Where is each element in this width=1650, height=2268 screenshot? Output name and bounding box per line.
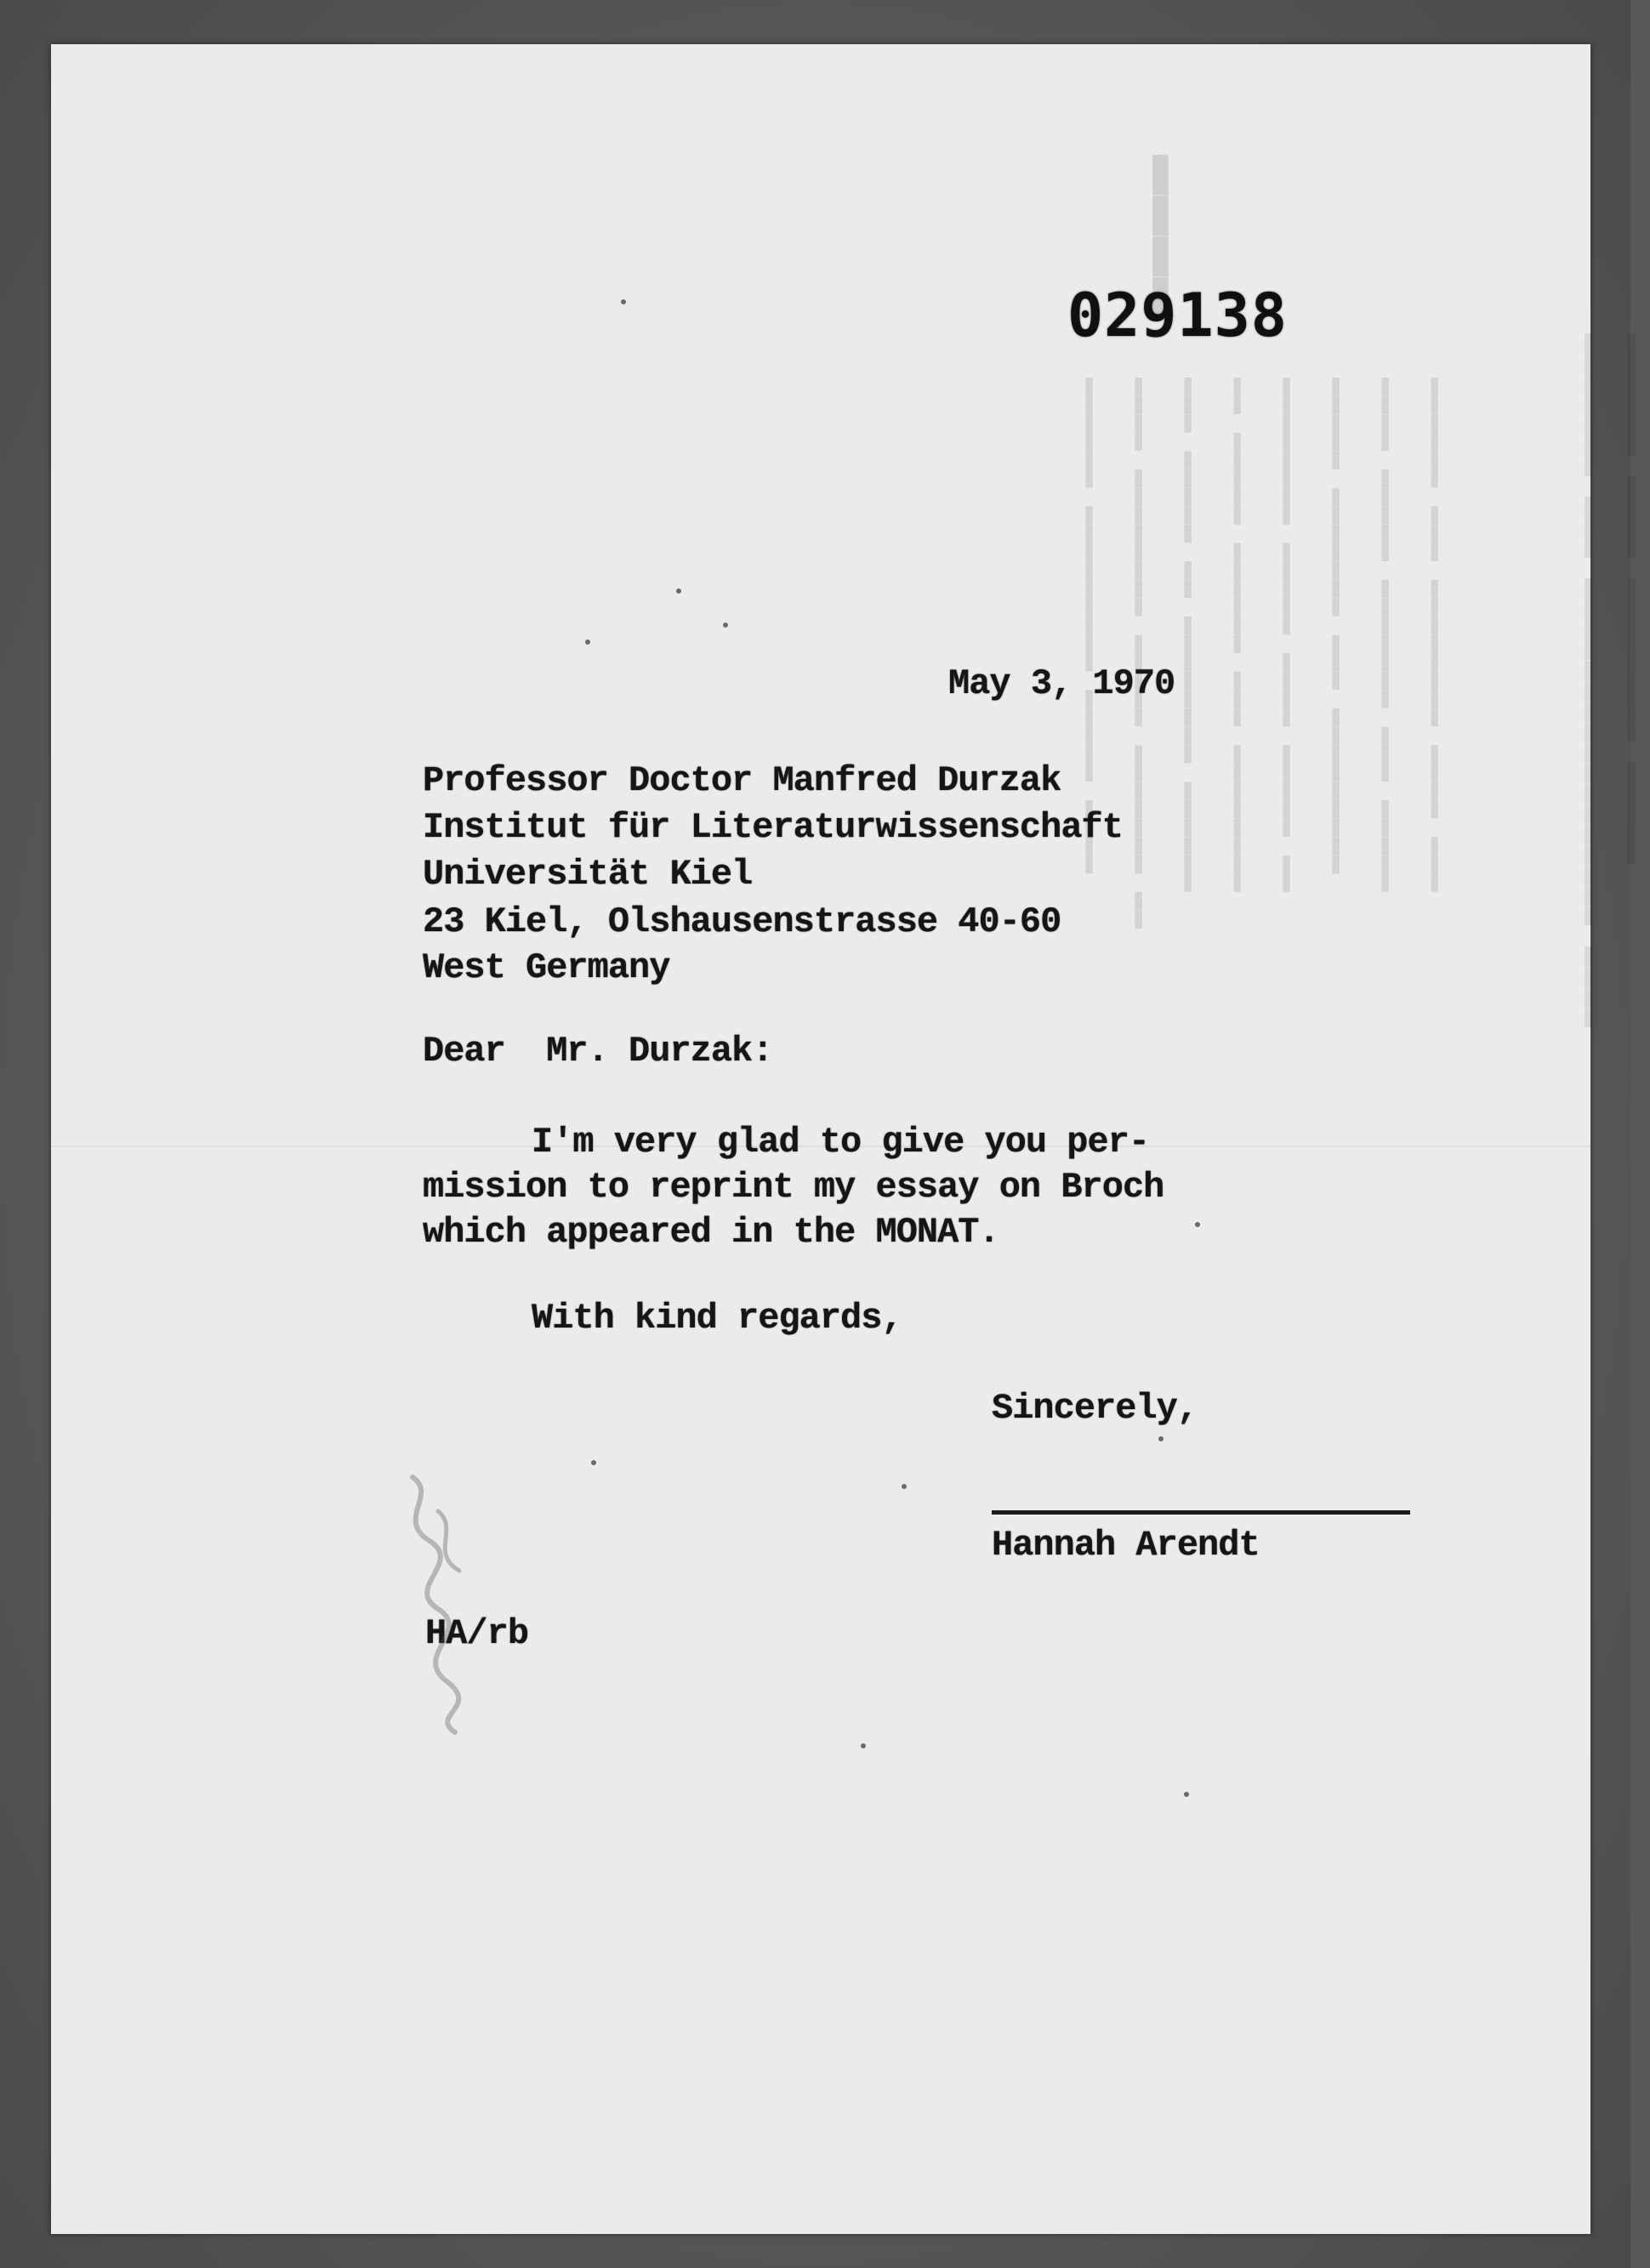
signoff: Sincerely, — [992, 1388, 1198, 1429]
signer-name: Hannah Arendt — [992, 1525, 1260, 1566]
recipient-street: 23 Kiel, Olshausenstrasse 40-60 — [423, 901, 1061, 942]
typist-initials: HA/rb — [425, 1613, 529, 1654]
body-line-2: mission to reprint my essay on Broch — [423, 1167, 1164, 1208]
reverse-letterhead-show-through: ▬▬▬▬▬▬▬ ▬▬▬ ▬▬▬▬▬▬▬▬▬▬▬▬▬▬▬▬▬ ▬▬▬▬ ▬▬▬▬▬▬ ▬▬▬▬ ▬▬▬▬▬▬▬▬ ▬▬▬▬▬ — [1567, 333, 1647, 1028]
recipient-name: Professor Doctor Manfred Durzak — [423, 760, 1061, 801]
document-number: 029138 — [1067, 281, 1288, 350]
salutation: Dear Mr. Durzak: — [423, 1031, 773, 1071]
reverse-number-show-through: ▬▬▬▬ — [1114, 154, 1192, 318]
body-line-3: which appeared in the MONAT. — [423, 1212, 999, 1253]
recipient-country: West Germany — [423, 947, 670, 988]
recipient-university: Universität Kiel — [423, 854, 753, 895]
signature-line — [992, 1510, 1410, 1515]
reverse-side-show-through: ▬▬▬▬▬▬ ▬▬▬▬▬▬▬▬▬ ▬▬▬▬▬ ▬▬▬▬ ▬▬▬▬ ▬▬▬▬▬▬▬▬ ▬▬▬▬▬ ▬▬▬▬▬▬▬ ▬▬ ▬▬▬ ▬▬▬▬▬ ▬▬ ▬▬▬▬▬▬▬▬ ▬▬▬▬▬▬ ▬▬ ▬▬▬▬▬ ▬▬▬▬▬▬ ▬▬▬ ▬▬▬▬▬▬▬▬ ▬▬▬▬▬▬▬▬ ▬▬▬▬▬ ▬▬▬▬ ▬▬▬▬▬ ▬▬ ▬▬▬▬▬ ▬▬▬▬▬▬▬ ▬▬▬ ▬▬▬▬▬▬▬▬▬ ▬▬▬▬ ▬▬▬▬▬ ▬▬▬▬▬▬▬ ▬▬▬ ▬▬▬▬▬ ▬▬▬▬▬▬ ▬▬▬ ▬▬▬▬▬▬▬▬ ▬▬▬▬ ▬▬▬ — [1068, 378, 1448, 929]
body-line-1: I'm very glad to give you per- — [532, 1122, 1150, 1162]
faint-handwritten-mark — [378, 1460, 506, 1741]
recipient-institute: Institut für Literaturwissenschaft — [423, 807, 1123, 848]
letter-page — [51, 44, 1647, 2234]
closing: With kind regards, — [532, 1298, 902, 1339]
letter-date: May 3, 1970 — [948, 663, 1175, 704]
